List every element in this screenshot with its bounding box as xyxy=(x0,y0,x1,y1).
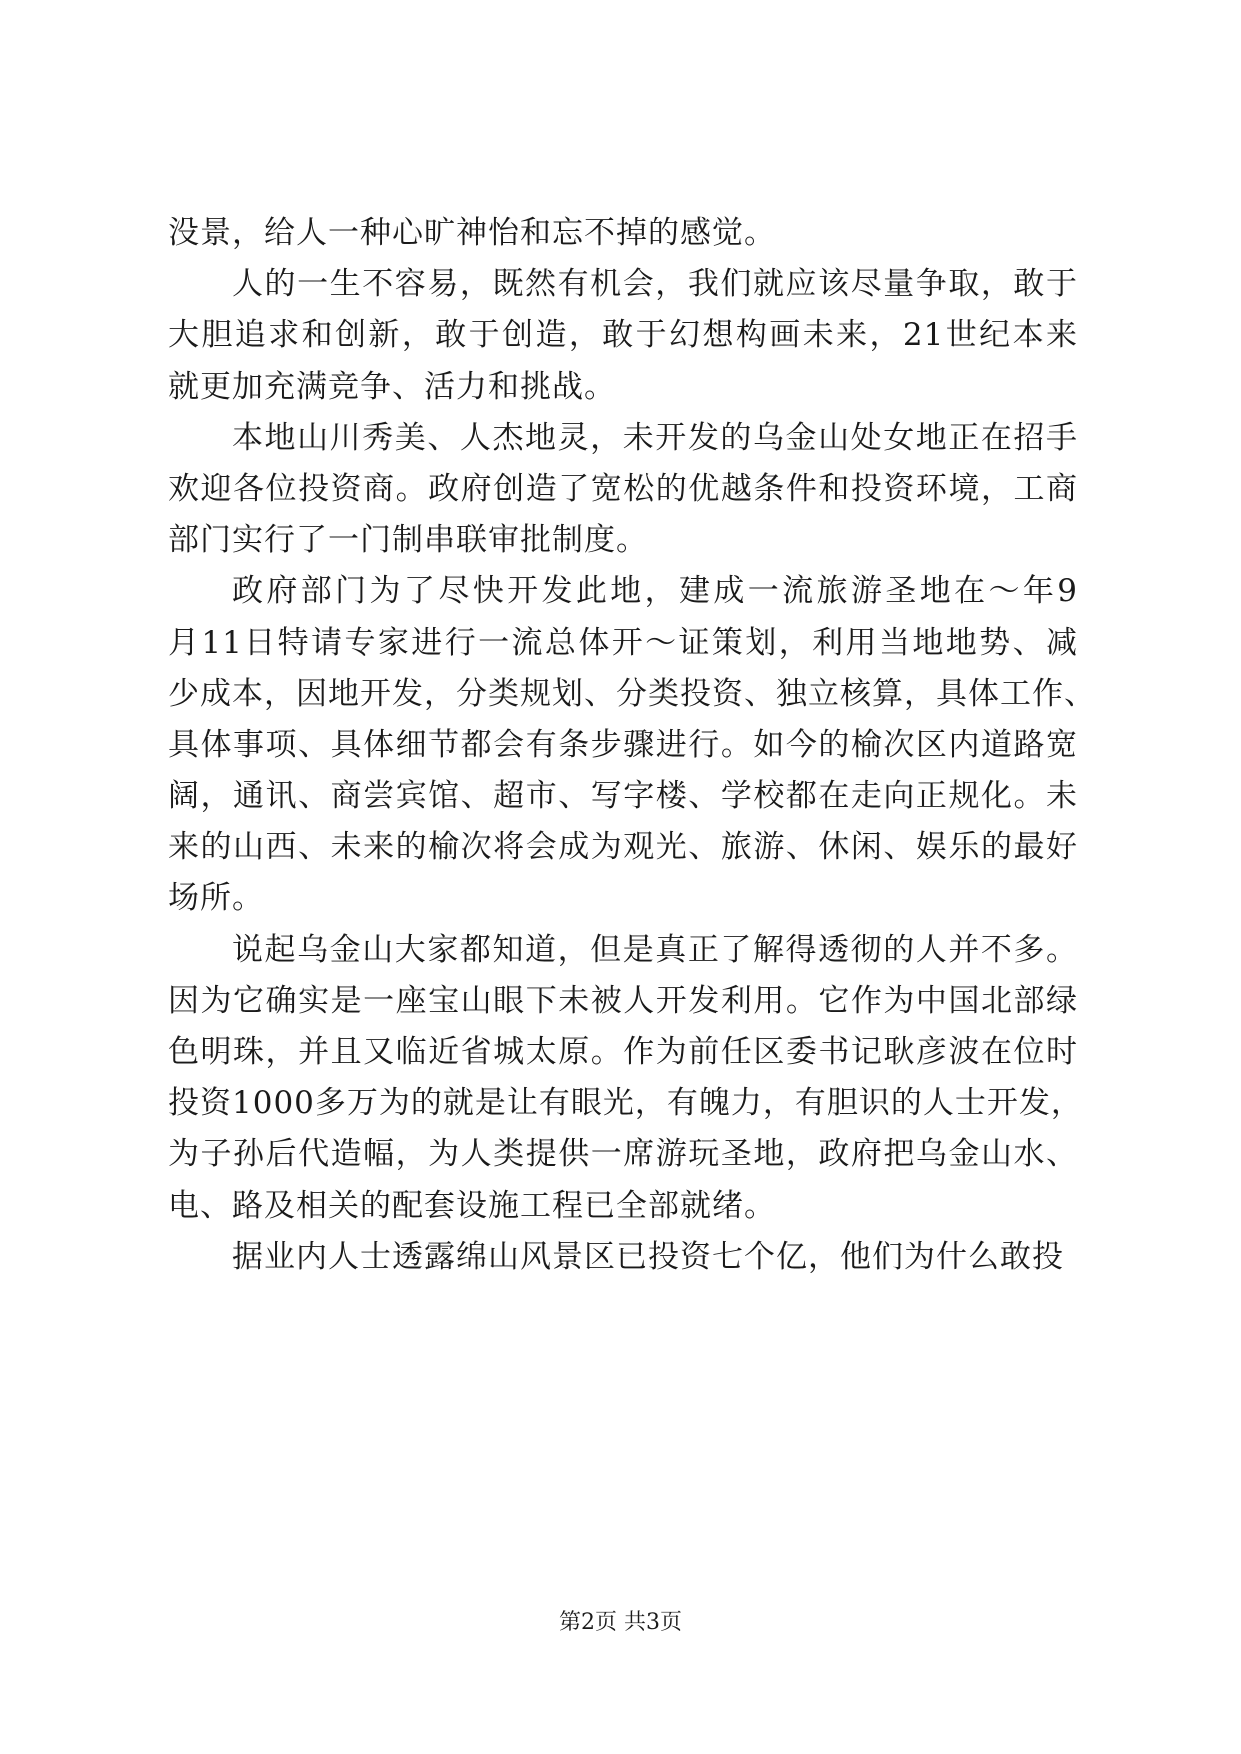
paragraph-line: 据业内人士透露绵山风景区已投资七个亿，他们为什么敢投 xyxy=(232,1238,1064,1275)
paragraph-line: 来的山西、未来的榆次将会成为观光、旅游、休闲、娱乐的最好 xyxy=(168,829,1078,866)
paragraph-line: 政府部门为了尽快开发此地，建成一流旅游圣地在～年9 xyxy=(232,573,1078,610)
paragraph-line: 因为它确实是一座宝山眼下未被人开发利用。它作为中国北部绿 xyxy=(168,982,1078,1019)
paragraph-line: 说起乌金山大家都知道，但是真正了解得透彻的人并不多。 xyxy=(232,931,1078,968)
paragraph-line: 就更加充满竞争、活力和挑战。 xyxy=(168,368,616,405)
paragraph-line: 大胆追求和创新，敢于创造，敢于幻想构画未来，21世纪本来 xyxy=(168,317,1078,354)
paragraph-line: 为子孙后代造幅，为人类提供一席游玩圣地，政府把乌金山水、 xyxy=(168,1136,1078,1173)
document-body xyxy=(168,208,1096,1283)
paragraph-line: 阔，通讯、商尝宾馆、超市、写字楼、学校都在走向正规化。未 xyxy=(168,778,1078,815)
paragraph-line: 电、路及相关的配套设施工程已全部就绪。 xyxy=(168,1187,776,1224)
paragraph-line: 场所。 xyxy=(168,880,264,917)
paragraph-line: 少成本，因地开发，分类规划、分类投资、独立核算，具体工作、 xyxy=(168,675,1096,712)
paragraph-line: 没景，给人一种心旷神怡和忘不掉的感觉。 xyxy=(168,215,776,251)
paragraph-line: 本地山川秀美、人杰地灵，未开发的乌金山处女地正在招手 xyxy=(232,419,1078,456)
paragraph-line: 欢迎各位投资商。政府创造了宽松的优越条件和投资环境，工商 xyxy=(168,470,1078,507)
paragraph-line: 投资1000多万为的就是让有眼光，有魄力，有胆识的人士开发， xyxy=(168,1085,1083,1122)
paragraph-line: 色明珠，并且又临近省城太原。作为前任区委书记耿彦波在位时 xyxy=(168,1034,1078,1070)
paragraph-line: 月11日特请专家进行一流总体开～证策划，利用当地地势、减 xyxy=(168,624,1078,661)
paragraph-line: 具体事项、具体细节都会有条步骤进行。如今的榆次区内道路宽 xyxy=(168,726,1078,763)
page-footer: 第2页 共3页 xyxy=(559,1610,682,1635)
paragraph-line: 部门实行了一门制串联审批制度。 xyxy=(168,522,648,559)
paragraph-line: 人的一生不容易，既然有机会，我们就应该尽量争取，敢于 xyxy=(232,266,1078,303)
